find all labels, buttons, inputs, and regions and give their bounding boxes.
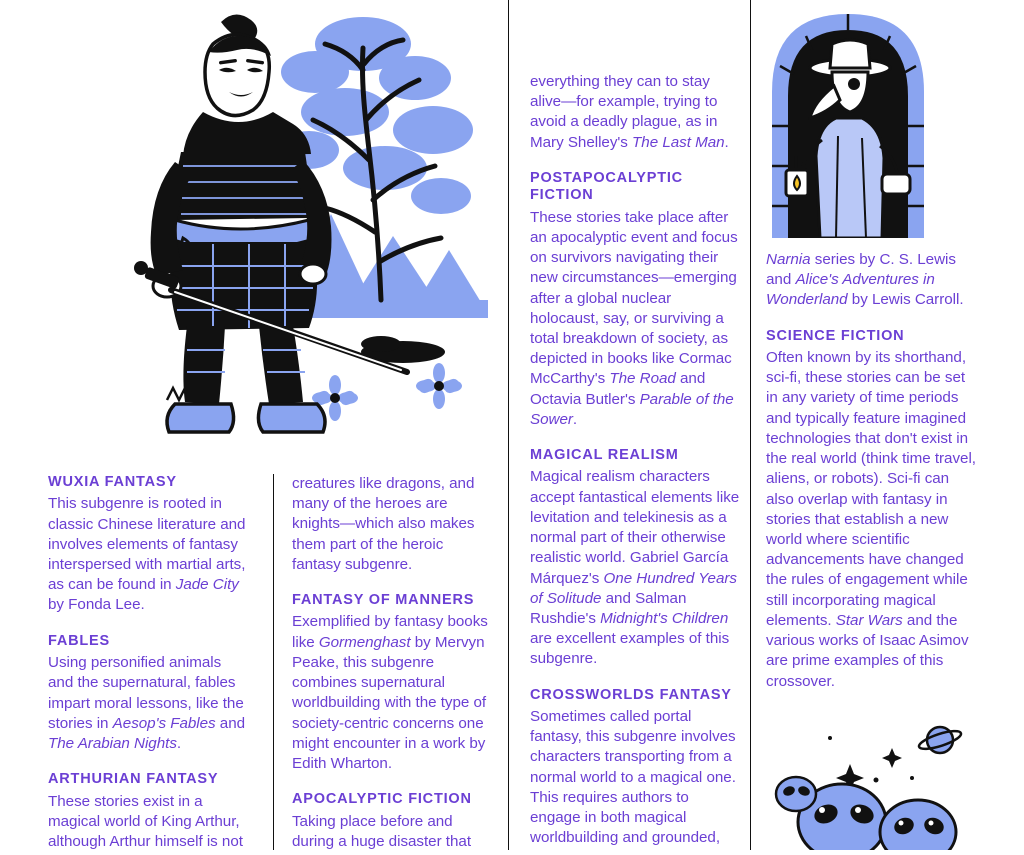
middle-column-top-spacer	[530, 0, 742, 72]
section-heading-fantasy-of-manners: FANTASY OF MANNERS	[292, 592, 475, 609]
aliens-planet-illustration	[766, 718, 978, 850]
paragraph-heroic-fantasy-continued: creatures like dragons, and many of the heroes are knights—which also makes them part of the heroic fantasy subgenre.	[292, 475, 475, 573]
wuxia-warrior-illustration	[63, 0, 488, 462]
paragraph-apocalyptic-fiction-continued: everything they can to stay alive—for example, trying to avoid a deadly plague, as in Mary Shelley's The Last Man.	[530, 73, 729, 151]
paragraph-postapocalyptic-fiction: These stories take place after an apocalyptic event and focus on survivors navigating their new circumstances—emerging after a global nuclear holocaust, say, or surviving a total breakdown of society, as depicted in books like Cormac McCarthy's The Road and Octavia Butler's Parable of the Sower.	[530, 208, 738, 428]
paragraph-science-fiction: Often known by its shorthand, sci-fi, these stories can be set in any variety of time periods and typically feature imagined technologies that don't exist in the real world (think time travel, aliens, or robots). Sci-fi can also overlap with fantasy in stories that establish a new world where scientific advancements have changed the rules of engagement while still incorporating magical elements. Star Wars and the various works of Isaac Asimov are prime examples of this crossover.	[766, 349, 976, 690]
paragraph-crossworlds-continued: Narnia series by C. S. Lewis and Alice's Adventures in Wonderland by Lewis Carroll.	[766, 251, 964, 309]
plague-doctor-illustration	[766, 6, 931, 238]
left-column-text	[48, 474, 488, 850]
paragraph-wuxia-fantasy: This subgenre is rooted in classic Chinese literature and involves elements of fantasy interspersed with martial arts, as can be found in Jade City by Fonda Lee.	[48, 495, 246, 614]
paragraph-fables: Using personified animals and the supernatural, fables impart moral lessons, like the stories in Aesop's Fables and The Arabian Nights.	[48, 654, 246, 752]
section-heading-science-fiction: SCIENCE FICTION	[766, 327, 905, 344]
section-heading-postapocalyptic-fiction: POSTAPOCALYPTIC FICTION	[530, 169, 683, 204]
section-heading-apocalyptic-fiction: APOCALYPTIC FICTION	[292, 791, 472, 808]
paragraph-arthurian-fantasy: These stories exist in a magical world of King Arthur, although Arthur himself is not	[48, 792, 243, 851]
paragraph-fantasy-of-manners: Exemplified by fantasy books like Gormenghast by Mervyn Peake, this subgenre combines supernatural worldbuilding with the type of society-centric concerns one might encounter in a work by Edith Wharton.	[292, 613, 488, 773]
paragraph-apocalyptic-fiction: Taking place before and during a huge disaster that	[292, 812, 472, 850]
left-subcolumn-a	[48, 474, 248, 852]
section-heading-magical-realism: MAGICAL REALISM	[530, 447, 679, 464]
column-divider-right	[750, 0, 751, 850]
section-heading-crossworlds-fantasy: CROSSWORLDS FANTASY	[530, 686, 732, 703]
paragraph-magical-realism: Magical realism characters accept fantastical elements like levitation and telekinesis as a normal part of their otherwise realistic world. Gabriel García Márquez's One Hundred Years of Solitude and Salman Rushdie's Midnight's Children are excellent examples of this subgenre.	[530, 468, 740, 668]
middle-column	[530, 0, 742, 850]
section-heading-fables: FABLES	[48, 632, 110, 649]
paragraph-crossworlds-fantasy: Sometimes called portal fantasy, this subgenre involves characters transporting from a normal world to a magical one. This requires authors to engage in both magical worldbuilding and grounded,	[530, 708, 736, 847]
column-divider-middle	[508, 0, 509, 850]
section-heading-arthurian-fantasy: ARTHURIAN FANTASY	[48, 771, 219, 788]
section-heading-wuxia-fantasy: WUXIA FANTASY	[48, 474, 177, 490]
left-subcolumn-b	[292, 474, 488, 852]
left-column	[48, 0, 488, 850]
